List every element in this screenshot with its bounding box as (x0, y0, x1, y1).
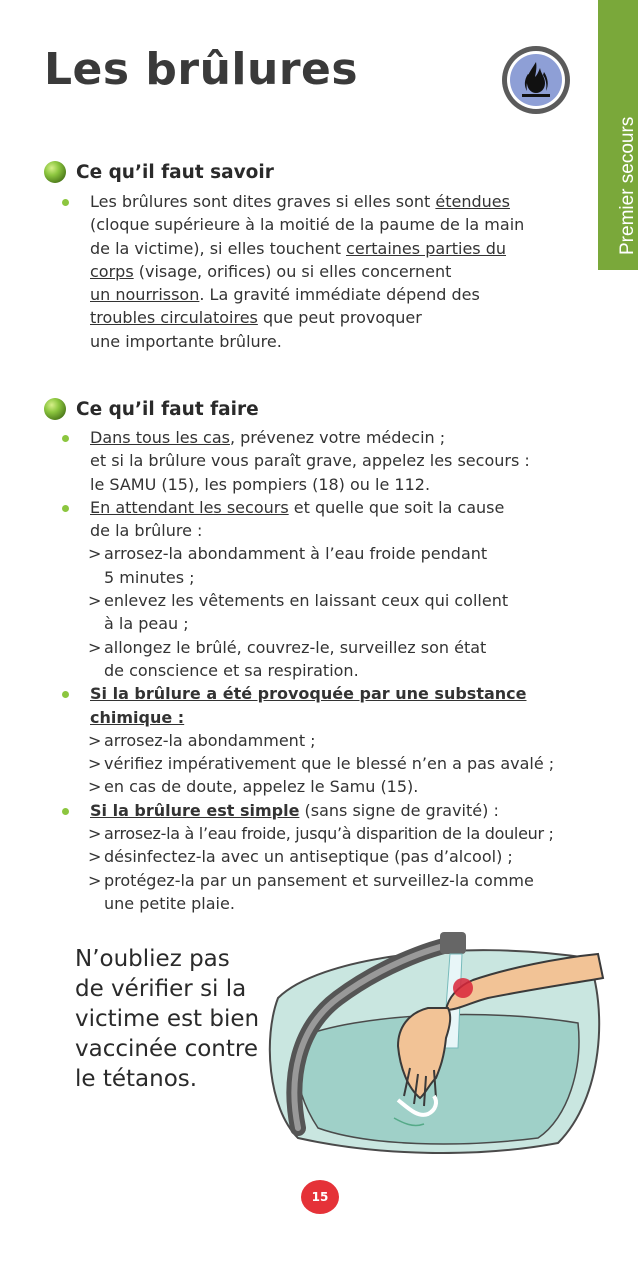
side-tab (598, 0, 638, 270)
list-item: Dans tous les cas, prévenez votre médecin ; (62, 426, 602, 449)
page-title: Les brûlures (44, 44, 359, 95)
green-ball-bullet-icon (44, 161, 66, 183)
bullet-dot-icon (62, 808, 69, 815)
page-number-badge: 15 (301, 1180, 339, 1214)
list-item: En attendant les secours et quelle que soit la cause (62, 496, 602, 519)
green-ball-bullet-icon (44, 398, 66, 420)
section-know-body: Les brûlures sont dites graves si elles sont étendues (cloque supérieure à la moitié de la paume de la main de la victime), si elles touchent certaines parties du corps (visage, orifices) ou si elles concernent un nourrisson. La gravité immédiate dépend des troubles circulatoires que peut provoquer une importante brûlure. (62, 190, 602, 353)
keyword: corps (90, 261, 134, 281)
section-do-body: Dans tous les cas, prévenez votre médecin ; et si la brûlure vous paraît grave, appelez les secours : le SAMU (15), les pompiers (18) ou le 112. En attendant les secours et quelle que soit la cause de la brûlure : > arrosez-la abondamment à l’eau froide pendant 5 minutes ; > enlevez les vêtements en laissant ceux qui collent à la peau ; > allongez le brûlé, couvrez-le, surveillez son état de conscience et sa respiration. Si la brûlure a été provoquée par une substance chimique : > arrosez-la abondamment ; > vérifiez impérativement que le blessé n’en a pas avalé ; > en cas de doute, appelez le Samu (15). Si la brûlure est simple (sans signe de gravité) : > arrosez-la à l’eau froide, jusqu’à disparition de la douleur ; > désinfectez-la avec un antiseptique (pas d’alcool) ; > protégez-la par un pansement et surveillez-la comme une petite plaie. (62, 426, 602, 915)
keyword: troubles circulatoires (90, 308, 258, 328)
keyword: certaines parties du (346, 238, 507, 258)
bullet-dot-icon (62, 505, 69, 512)
keyword: un nourrisson (90, 285, 200, 305)
list-item: Si la brûlure est simple (sans signe de gravité) : (62, 799, 602, 822)
hand-under-tap-illustration (258, 918, 608, 1154)
section-know-title: Ce qu’il faut savoir (76, 161, 274, 183)
bullet-dot-icon (62, 691, 69, 698)
keyword: étendues (435, 192, 510, 211)
side-tab-label: Premier secours (617, 116, 638, 255)
bullet-dot-icon (62, 435, 69, 442)
fire-hazard-icon (500, 44, 572, 116)
bullet-dot-icon (62, 199, 69, 206)
section-know-heading (44, 161, 274, 183)
section-do-heading (44, 398, 259, 420)
list-item: Si la brûlure a été provoquée par une substance (62, 682, 602, 705)
tetanus-reminder: N’oubliez pas de vérifier si la victime est bien vaccinée contre le tétanos. (75, 946, 260, 1092)
section-do-title: Ce qu’il faut faire (76, 398, 259, 420)
